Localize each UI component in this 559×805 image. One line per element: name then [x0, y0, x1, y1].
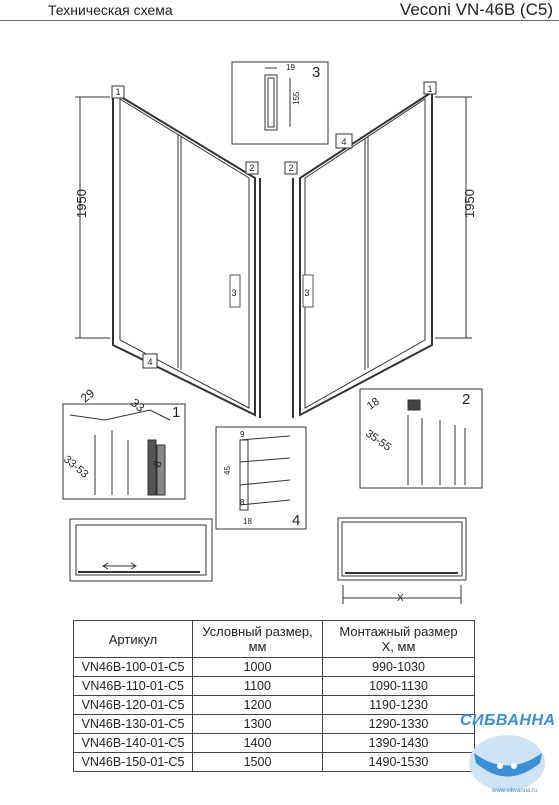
svg-text:2: 2 [288, 163, 294, 173]
svg-text:4: 4 [147, 357, 153, 367]
d1-d: 8 [151, 459, 165, 470]
header-model: Veconi VN-46B (C5) [399, 0, 553, 19]
table-header-row [74, 621, 475, 658]
table-row: VN46B-150-01-C5 1500 1490-1530 [74, 753, 475, 772]
handle-height-label: 155 [292, 91, 301, 105]
d2-a: 18 [364, 395, 382, 413]
col-mount-size-line1: Монтажный размер [339, 624, 458, 639]
table-row: VN46B-110-01-C5 1100 1090-1130 [74, 677, 475, 696]
plan-view-right [338, 518, 466, 580]
svg-text:2: 2 [249, 163, 255, 173]
logo-name: СИБВАННА [460, 712, 556, 729]
col-nominal-size-line1: Условный размер, [202, 624, 313, 639]
table-row: VN46B-100-01-C5 1000 990-1030 [74, 658, 475, 677]
col-mount-size [323, 621, 475, 658]
callout-2: 2 [462, 391, 471, 408]
logo-url: www.sibvanna.ru [492, 788, 538, 794]
col-nominal-size-line2: мм [248, 639, 267, 654]
callout-4: 4 [292, 512, 301, 529]
spec-table [73, 620, 475, 772]
table-row: VN46B-140-01-C5 1400 1390-1430 [74, 734, 475, 753]
height-label-right: 1950 [462, 189, 477, 218]
callout-3: 3 [312, 64, 321, 81]
d2-b: 35-55 [363, 427, 394, 454]
x-dimension-label: X [397, 593, 404, 604]
svg-text:3: 3 [304, 288, 310, 298]
d4-c: 8 [240, 498, 245, 507]
header-title: Техническая схема [48, 2, 173, 18]
height-label-left: 1950 [74, 189, 89, 218]
d1-c: 33-53 [61, 453, 91, 481]
svg-text:1: 1 [427, 84, 433, 94]
right-panel [293, 92, 432, 418]
callout-1: 1 [172, 404, 181, 421]
svg-text:3: 3 [231, 288, 237, 298]
left-panel [113, 92, 260, 418]
svg-text:1: 1 [115, 87, 121, 97]
d4-b: 45 [223, 466, 232, 475]
col-mount-size-line2: X, мм [381, 639, 416, 654]
d1-b: 33 [128, 395, 148, 415]
d4-d: 18 [243, 517, 252, 526]
svg-text:4: 4 [341, 137, 347, 147]
col-article: Артикул [74, 621, 193, 658]
handle-width-label: 19 [286, 63, 295, 72]
d1-a: 29 [77, 385, 98, 406]
watermark-logo [452, 708, 559, 800]
table-row: VN46B-130-01-C5 1300 1290-1330 [74, 715, 475, 734]
table-row: VN46B-120-01-C5 1200 1190-1230 [74, 696, 475, 715]
col-nominal-size [193, 621, 323, 658]
d4-a: 9 [240, 430, 245, 439]
